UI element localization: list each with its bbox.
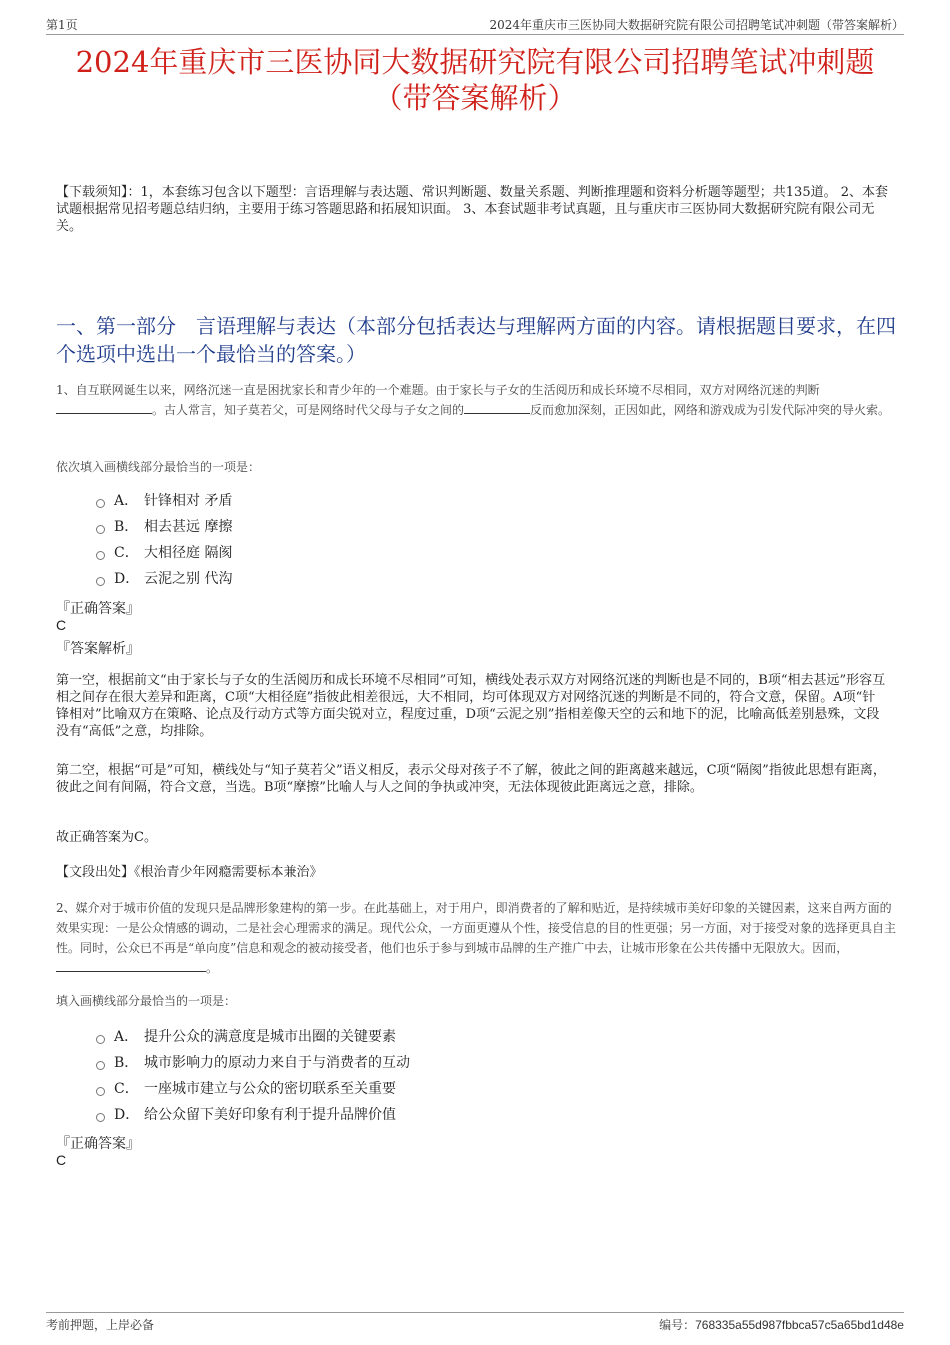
header-doc-title: 2024年重庆市三医协同大数据研究院有限公司招聘笔试冲刺题（带答案解析）: [489, 18, 904, 32]
question-2-stem: [56, 898, 898, 978]
q1-stem-part-c: 反而愈加深刻，正因如此，网络和游戏成为引发代际冲突的导火索。: [530, 403, 891, 417]
q2-option-d[interactable]: D． 给公众留下美好印象有利于提升品牌价值: [96, 1101, 410, 1127]
radio-button-icon[interactable]: [96, 499, 105, 508]
radio-button-icon[interactable]: [96, 525, 105, 534]
q1-option-d[interactable]: D． 云泥之别 代沟: [96, 565, 232, 591]
q2-answer-value: C: [56, 1152, 67, 1168]
q1-analysis-paragraph-1: 第一空，根据前文“由于家长与子女的生活阅历和成长环境不尽相同”可知，横线处表示双方对网络沉迷的判断也是不同的，B项“相去甚远”形容互相之间存在很大差异和距离，C项“大相径庭”指彼此相差很远，大不相同，均可体现双方对网络沉迷的判断是不同的，符合文意，保留。A项“针锋相对”比喻双方在策略、论点及行动方式等方面尖锐对立，程度过重，D项“云泥之别”指相差像天空的云和地下的泥，比喻高低差别悬殊，文段没有“高低”之意，均排除。: [56, 673, 886, 739]
q1-stem-part-b: 。古人常言，知子莫若父，可是网络时代父母与子女之间的: [152, 403, 465, 417]
question-1-stem: [56, 380, 898, 420]
answer-blank: [56, 959, 206, 972]
page-footer: [46, 1312, 904, 1333]
radio-button-icon[interactable]: [96, 1113, 105, 1122]
q1-option-a[interactable]: A． 针锋相对 矛盾: [96, 487, 232, 513]
q1-analysis-label: 『答案解析』: [56, 641, 140, 657]
download-notice: 【下载须知】：1，本套练习包含以下题型：言语理解与表达题、常识判断题、数量关系题、判断推理题和资料分析题等题型；共135道。 2、本套试题根据常见招考题总结归纳，主要用于练习答题思路和拓展知识面。 3、本套试题非考试真题，且与重庆市三医协同大数据研究院有限公司无关。: [56, 185, 888, 234]
radio-button-icon[interactable]: [96, 1035, 105, 1044]
title-line-2: （带答案解析）: [373, 81, 577, 115]
q2-option-c[interactable]: C． 一座城市建立与公众的密切联系至关重要: [96, 1075, 410, 1101]
answer-blank: [464, 401, 530, 414]
q1-source: 【文段出处】《根治青少年网瘾需要标本兼治》: [56, 865, 323, 880]
q2-stem-part-a: 2、媒介对于城市价值的发现只是品牌形象建构的第一步。在此基础上，对于用户，即消费者的了解和贴近，是持续城市美好印象的关键因素，这来自两方面的效果实现：一是公众情感的调动，二是社会心理需求的满足。现代公众，一方面更遵从个性，接受信息的目的性更强；另一方面，对于接受对象的选择更具自主性。同时，公众已不再是“单向度”信息和观念的被动接受者，他们也乐于参与到城市品牌的生产推广中去，让城市形象在公共传播中无限放大。因而，: [56, 901, 897, 955]
q2-stem-part-b: 。: [206, 961, 219, 975]
radio-button-icon[interactable]: [96, 1087, 105, 1096]
q1-prompt: 依次填入画横线部分最恰当的一项是：: [56, 460, 261, 474]
q1-stem-part-a: 1、自互联网诞生以来，网络沉迷一直是困扰家长和青少年的一个难题。由于家长与子女的生活阅历和成长环境不尽相同，双方对网络沉迷的判断: [56, 383, 820, 397]
q1-analysis-paragraph-2: 第二空，根据“可是”可知，横线处与“知子莫若父”语义相反，表示父母对孩子不了解，彼此之间的距离越来越远，C项“隔阂”指彼此思想有距离，彼此之间有间隔，符合文意，当选。B项“摩擦”比喻人与人之间的争执或冲突，无法体现彼此距离远之意，排除。: [56, 763, 886, 795]
q2-options: [96, 1023, 410, 1127]
section-heading: 一、第一部分 言语理解与表达（本部分包括表达与理解两方面的内容。请根据题目要求，在四个选项中选出一个最恰当的答案。）: [56, 314, 896, 366]
q2-prompt: 填入画横线部分最恰当的一项是：: [56, 994, 237, 1008]
q2-option-b[interactable]: B． 城市影响力的原动力来自于与消费者的互动: [96, 1049, 410, 1075]
q2-option-a[interactable]: A． 提升公众的满意度是城市出圈的关键要素: [96, 1023, 410, 1049]
footer-slogan: 考前押题，上岸必备: [46, 1318, 155, 1332]
radio-button-icon[interactable]: [96, 577, 105, 586]
q1-option-b[interactable]: B． 相去甚远 摩擦: [96, 513, 232, 539]
answer-blank: [56, 401, 152, 414]
radio-button-icon[interactable]: [96, 551, 105, 560]
page-number: 第1页: [46, 18, 78, 32]
q1-answer-value: C: [56, 617, 67, 633]
footer-doc-id: 编号：768335a55d987fbbca57c5a65bd1d48e: [659, 1318, 904, 1332]
q1-option-c[interactable]: C． 大相径庭 隔阂: [96, 539, 232, 565]
q1-conclusion: 故正确答案为C。: [56, 830, 157, 845]
q1-options: [96, 487, 232, 591]
document-title: [40, 44, 910, 116]
title-line-1: 2024年重庆市三医协同大数据研究院有限公司招聘笔试冲刺题: [75, 45, 875, 79]
page-header: [46, 16, 904, 35]
radio-button-icon[interactable]: [96, 1061, 105, 1070]
q2-answer-label: 『正确答案』: [56, 1136, 140, 1152]
q1-answer-label: 『正确答案』: [56, 601, 140, 617]
